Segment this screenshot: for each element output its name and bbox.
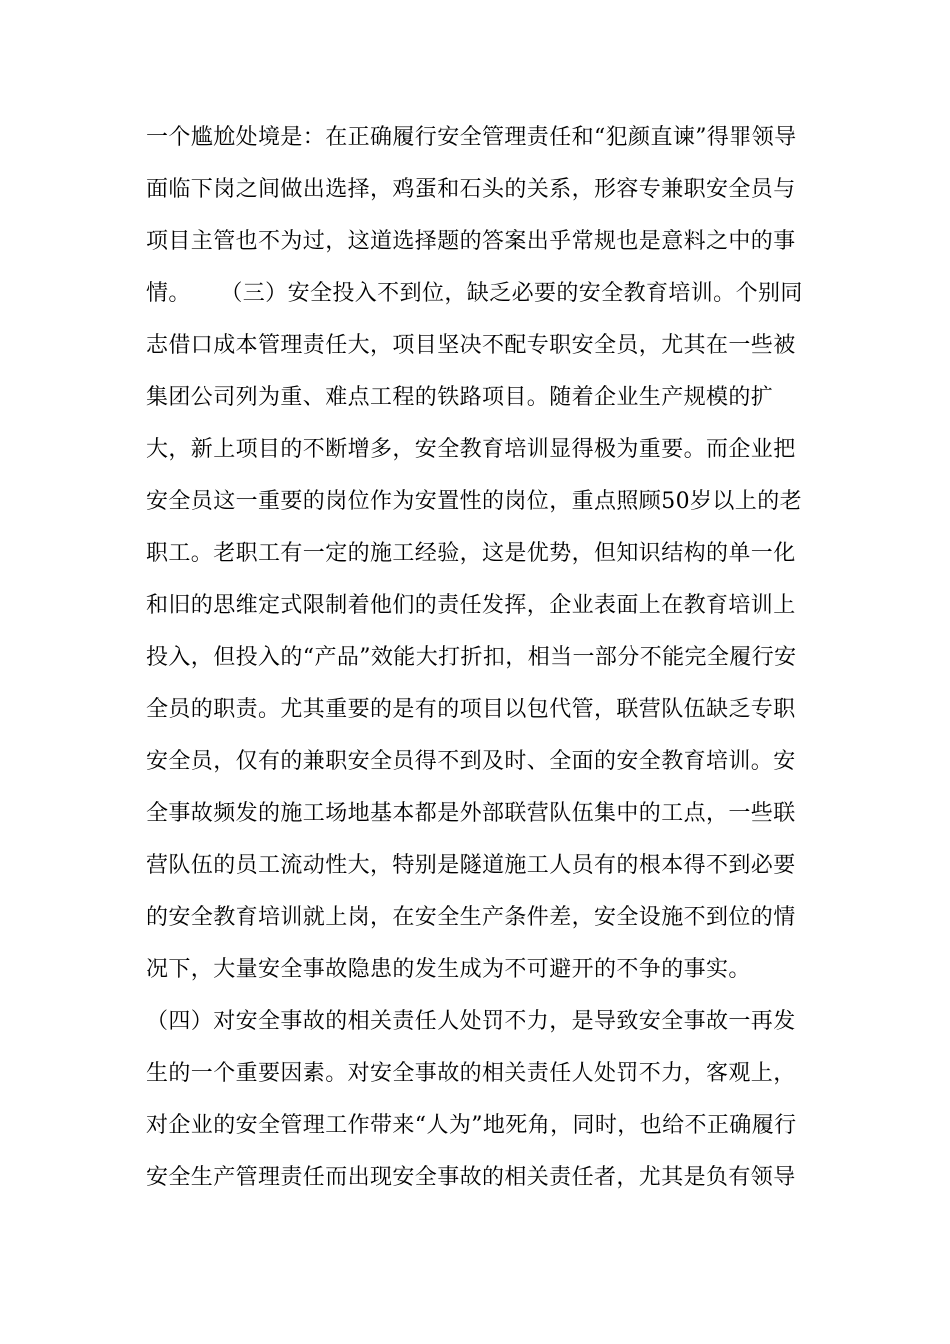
text-line: 对企业的安全管理工作带来“人为”地死角，同时，也给不正确履行 bbox=[146, 1113, 797, 1138]
text-line: 况下，大量安全事故隐患的发生成为不可避开的不争的事实。 bbox=[146, 957, 751, 982]
text-line: 投入，但投入的“产品”效能大打折扣，相当一部分不能完全履行安 bbox=[146, 645, 797, 670]
text-line: （四）对安全事故的相关责任人处罚不力，是导致安全事故一再发 bbox=[146, 1009, 796, 1034]
text-line: 营队伍的员工流动性大，特别是隧道施工人员有的根本得不到必要 bbox=[146, 853, 796, 878]
text-line: 的安全教育培训就上岗，在安全生产条件差，安全设施不到位的情 bbox=[146, 905, 796, 930]
text-line: 全员的职责。尤其重要的是有的项目以包代管，联营队伍缺乏专职 bbox=[146, 697, 796, 722]
text-line: 和旧的思维定式限制着他们的责任发挥，企业表面上在教育培训上 bbox=[146, 593, 796, 618]
text-line: 职工。老职工有一定的施工经验，这是优势，但知识结构的单一化 bbox=[146, 541, 796, 566]
text-line: 情。 （三）安全投入不到位，缺乏必要的安全教育培训。个别同 bbox=[146, 281, 803, 306]
text-line: 生的一个重要因素。对安全事故的相关责任人处罚不力，客观上， bbox=[146, 1061, 796, 1086]
text-line: 安全生产管理责任而出现安全事故的相关责任者，尤其是负有领导 bbox=[146, 1165, 796, 1190]
text-line: 全事故频发的施工场地基本都是外部联营队伍集中的工点，一些联 bbox=[146, 801, 796, 826]
text-line: 大，新上项目的不断增多，安全教育培训显得极为重要。而企业把 bbox=[146, 437, 796, 462]
text-line: 项目主管也不为过，这道选择题的答案出乎常规也是意料之中的事 bbox=[146, 229, 796, 254]
text-line: 安全员这一重要的岗位作为安置性的岗位，重点照顾50岁以上的老 bbox=[146, 489, 802, 514]
text-line: 面临下岗之间做出选择，鸡蛋和石头的关系，形容专兼职安全员与 bbox=[146, 177, 796, 202]
text-line: 志借口成本管理责任大，项目坚决不配专职安全员，尤其在一些被 bbox=[146, 333, 796, 358]
text-line: 安全员，仅有的兼职安全员得不到及时、全面的安全教育培训。安 bbox=[146, 749, 796, 774]
text-line: 一个尴尬处境是：在正确履行安全管理责任和“犯颜直谏”得罪领导 bbox=[146, 125, 797, 150]
text-line: 集团公司列为重、难点工程的铁路项目。随着企业生产规模的扩 bbox=[146, 385, 774, 410]
